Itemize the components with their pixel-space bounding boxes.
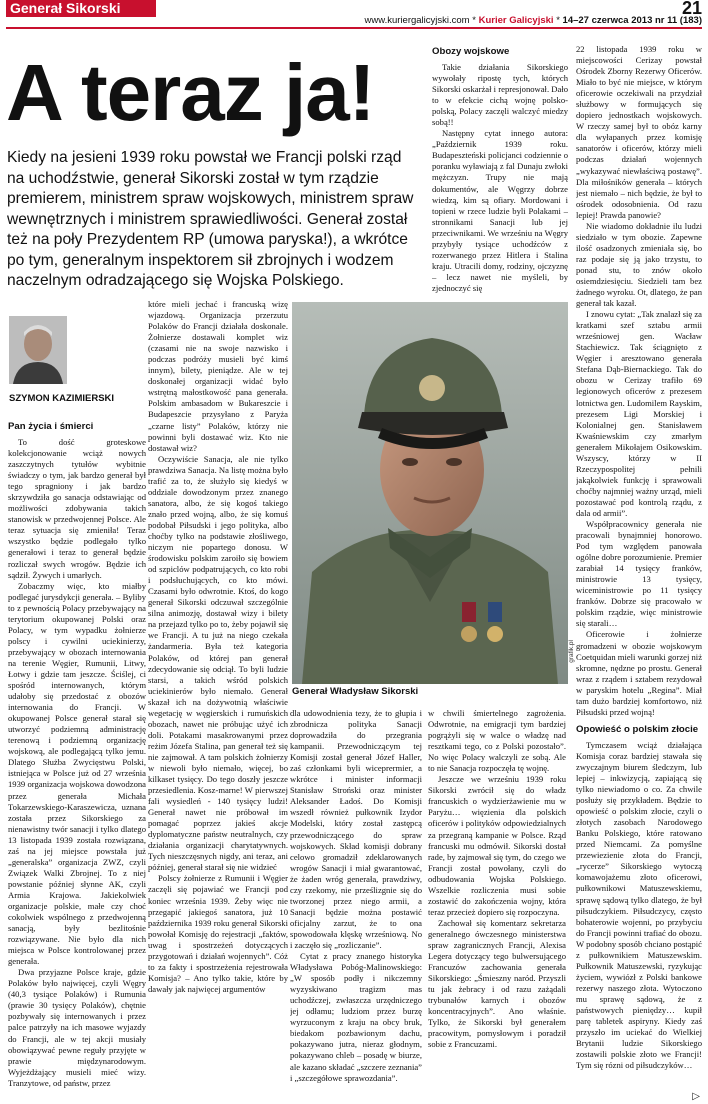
paragraph: Dwa przyjazne Polsce kraje, gdzie Polaków było najwięcej, czyli Węgry (40,3 tysiące Polaków) i Rumunia (prawie 30 tysięcy Polaków), chętnie pozbywały się internowanych i przez palce patrzyły na ich masowe wyjazdy do Francji, ale w tej akcji musiały obowiązywać pewne reguły przyjęte w prawie międzynarodowym. Wyjeżdżający musieli mieć wizy. Tranzytowe, od państw, przez [8,967,146,1088]
text-column-5 [576,44,702,1104]
paragraph: Takie działania Sikorskiego wywołały ripostę tych, których Sikorski oskarżał i represjonował. Dało to w efekcie cichą wojnę polsko-polską, Polacy zaczęli walczyć miedzy sobą!! [432,62,568,128]
issue-info: 14–27 czerwca 2013 nr 11 (183) [562,15,702,26]
paragraph: Nie wiadomo dokładnie ilu ludzi siedziało w tym obozie. Zapewne ilość osadzonych zmieniała się, bo raz podaje się ją jako trzystu, to ponad stu, to znów około osiemdziesięciu. Siedzieli tam bez żadnego wyroku. Ot, dlatego, że pan generał tak kazał. [576,220,702,309]
paragraph: Współpracownicy generała nie pracowali bynajmniej honorowo. Pod tym względem panowała ogólne dobre porozumienie. Premier zarabiał 14 tysięcy franków, ministrowie 13 tysięcy, wiceministrowie po 11 tysięcy franków. Dobrze się pracowało w polskim rządzie, więc ministrowie się starali… [576,519,702,629]
text-column-3 [290,708,422,1104]
paragraph: Cytat z pracy znanego historyka Władysława Pobóg-Malinowskiego: „W sposób podły i nikczemny wyzyskiwano tragizm mas uchodźczej, zwłaszcza urzędniczego jej odłamu; ludziom przez burzę wyrzuconym z kraju na obcy bruk, biedakom pozbawionym dachu, pokazywano jutra, nieraz głodnym, pokazywano chleb – posadę w biurze, ale kazano składać „szczere zeznania” i „szczegółowe sprawozdania”. [290,951,422,1083]
paragraph: dla udowodnienia tezy, że to głupia i zbrodnicza polityka Sanacji doprowadziła do przegrania kampanii. Przewodniczącym tej Komisji został generał Józef Haller, zaś członkami byli wiceprermier, a wkrótce i minister informacji Stanisław Stroński oraz minister Aleksander Ładoś. Do Komisji wszedł również pułkownik Izydor Modelski, który został zastępcą przewodniczącego do spraw wojskowych. Skład komisji dobrany celowo gromadził zdeklarowanych wrogów Sanacji i miał gwarantować, że żaden wróg generała, prawdziwy, czy rzekomy, nie prześlizgnie się do tworzonej przez niego armii, a Sanacji będzie można postawić oficjalny zarzut, że to ona spowodowała klęskę wrześniową. No i zaczęło się „rozliczanie”. [290,708,422,950]
paragraph: 22 listopada 1939 roku w miejscowości Cerizay powstał Ośrodek Zborny Rezerwy Oficerów. Miało to być nie miejsce, w którym oficerowie oczekiwali na przydział służbowy w formujących się dopiero jednostkach wojskowych. W rzeczy samej był to obóz karny dla wyłapanych przez komisję sanatorów i oficerów, którzy mieli podczas działań wojennych „wykazywać niewłaściwą postawę”. Dla miłośników generała – których jest niemało – nich będzie, że był to ośrodek odosobnienia. Od razu lepiej! Prawda panowie? [576,44,702,220]
paragraph: Tymczasem wciąż działająca Komisja coraz bardziej stawała się zwyczajnym biurem śledczym, lub lepiej – inkwizycją, zapiającą się tylko niewiadomo o co. Za chwile posłuży się przykładem. Będzie to opowieść o polskim złocie, czyli o złotych zasobach Narodowego Banku Polskiego, które ratowano przed Niemcami. Za pomyślne przewiezienie złota do Francji, „rycerze” Sikorskiego wytoczą komawojażemu złoto oficerowi, pułkownikowi Matuszewskiemu, sprawę sądową tylko dlatego, że był piłsudczykiem. Piłsudczycy, często bohaterowie wojenni, po przybyciu do Francji powinni trafiać do obozu. W podobny sposób chciano postąpić z pułkownikiem Matuszewskim. Pułkownik Matuszewski, ryzykując życiem, wywiózł z Polski bankowe rezerwy naszego złota. Wytoczono mu sprawę sądową, że z państwowych pieniędzy… kupił parę tabletek aspiryny. Kiedy zaś przyszło im uciekać do Wielkiej Brytanii ludzie Sikorskiego zostawili polskie złoto we Francji! Tym się rózni od piłsudczyków… [576,739,702,1071]
site-url[interactable]: www.kuriergalicyjski.com [364,15,470,26]
masthead [365,15,702,26]
separator: * [553,15,563,26]
text-column-1 [8,419,146,1104]
header-rule [6,27,702,29]
photo-credit: grafik.pl [568,640,575,663]
paragraph: Oczywiście Sanacja, ale nie tylko prawdziwa Sanacja. Na listę można było trafić za to, że służyło się kiedyś w oddziale dowodzonym przez znanego sanatora, albo, że się kogoś takiego znało przed wojną, albo, że się komuś podobał Piłsudski i jego polityka, albo choćby tylko na podstawie złośliwego, niczym nie popartego donosu. W środowisku polskim zaroiło się bowiem od szpiclów podpatrujących, co kto robi i podsłuchujących, co kto mówi. Czasami było odwrotnie. Ktoś, do kogo generał Sikorski odczuwał szczególnie silna animozję, dostawał wizy i bilety na przejazd tylko po to, żeby pojawił się we Francji. A tu już na niego czekała żandarmeria. Była też kategoria Polaków, od której pan generał zdecydowanie się odciął. To byli ludzie starsi, a takich wśród polskich uciekinierów było niemało. Generał skazał ich na dożywotnią właściwie wegetację w węgierskich i rumuńskich obozach, nawet nie próbując użyć ich doli. Potakami masakrowanymi przez reżim Józefa Stalina, pan generał też się nie zajmował. A tam polskich żołnierzy w niewoli było niemało, więcej, bo kilkaset tysięcy. Do tego doszły jeszcze przesiedlenia. Kosz-marne! W pierwszej fali wysiedleń - 140 tysięcy ludzi! Generał nawet nie próbował im pomagać poprzez jakieś akcje dyplomatyczne państw neutralnych, czy działania organizacji charytatywnych. Tych nieszczęsnych nigdy, ani teraz, ani później, generał starał się nie widzieć [148,453,288,873]
section-rubric: Generał Sikorski [6,0,156,17]
continue-arrow-icon: ▷ [692,1091,700,1102]
paragraph: Oficerowie i żołnierze gromadzeni w obozie wojskowym Coetquidan mieli warunki gorzej niż skromne, nędzne po prostu. Generał wraz z rządem i sztabem rezydował w paryskim hotelu „Regina”. Miał tam dużo bardziej komfortowo, niż Piłsudski przed wojną! [576,629,702,717]
subheading: Opowieść o polskim złocie [576,723,699,735]
text-column-2 [148,299,288,1104]
paragraph: Zobaczmy więc, kto miałby podlegać jurysdykcji generała. – Byliby to z pewnością Polacy przebywający na terytorium okupowanej Polski oraz Polacy, w tym wypadku żołnierze polscy i cywilni uciekinierzy, przebywający w obozach internowania na terenie Węgier, Rumunii, Litwy, Łotwy i gdzie tam jeszcze. Ściślej, ci spośród internowanych, którym udałoby się przedostać z obozów internowania do Francji. W okupowanej Polsce generał starał się utworzyć podziemną administrację terenową i podziemną organizację wojskową, ale podlegającą tylko jemu. Dlatego Służba Zwycięstwu Polski, istniejąca w Polsce już od 27 września 1939 organizacja wojskowa dowodzona przez generała Michała Tokarzewskiego-Karaszewicza, uznana została przez Sikorskiego za nienawistny twór sanacji i tylko dlatego 13 listopada 1939 została rozwiązana, zaś na jej miejsce powstała już „generalska” organizacja ZWZ, czyli Związek Walki Zbrojnej. To z niej powstanie później słynne AK, czyli Armia Krajowa. Jakiekolwiek organizacje polskie, małe czy choć cokolwiek wspólnego z przedwojenną sanacją, były bezlitośnie rozwiązywane. Nie było dla nich miejsca w Polsce kontrolowanej przez generała. [8,580,146,967]
paragraph: I znowu cytat: „Tak znalazł się za kratkami szef sztabu armii wrześniowej gen. Wacław Stachiewicz. Tak ściągnięto z Węgier i aresztowano generała Stefana Dąb-Biernackiego. Tak do obozu w Cerizay trafiło 69 legionowych oficerów z prezesem lotnictwa gen. Ludomilem Rayskim, prezesem Ligi Morskiej i Kolonialnej gen. Stanisławem Kwaśniewskim czy zmarłym generałem Mikołajem Osikowskim. Wszyscy, którzy w II Rzeczypospolitej pełnili jakąkolwiek funkcję i sprawowali choćby najmniej ważny urząd, mieli pozostawać pod kontrolą rządu, z dala od armii”. [576,309,702,518]
article-lead: Kiedy na jesieni 1939 roku powstał we Francji polski rząd na uchodźstwie, generał Sikorski został w tym rządzie premierem, ministrem spraw wojskowych, ministrem spraw wewnętrznych i ministrem sprawiedliwości. Generał został też na poły Prezydentem RP (umowa paryska!), a wkrótce po tym, generalnym inspektorem sił zbrojnych i wodzem naczelnym odradzającego się Wojska Polskiego. [7,149,414,289]
photo-caption: Generał Władysław Sikorski [292,686,419,697]
separator: * [469,15,479,26]
paragraph: które mieli jechać i francuską wizę wjazdową. Organizacja przerzutu Polaków do Francji działała doskonale. Żołnierze dostawali komplet wiz (czasami nie na swoje nazwisko i podczas podróży musieli być kimś innym), bilety, pieniądze. Ale w tej doskonałej organizacji widać było wstrętną małostkowość pana generała. Polskim ambasadom w Bukareszcie i Budapeszcie przysyłano z Paryża „czarne listy” Polaków, którzy nie powinni byli dostawać wiz. Kto nie dostawał wiz? [148,299,288,453]
text-column-4 [428,708,566,1104]
subheading: Obozy wojskowe [432,46,510,57]
general-portrait [292,302,568,684]
text-column-4-top [432,44,568,302]
paragraph: w chwili śmiertelnego zagrożenia. Odwrotnie, na emigracji tym bardziej pogrążyli się w walce o władzę nad resztkami tego, co z Polski pozostało”. No więc Polacy walczyli ze sobą. Ale to nie Sanacja rozpoczęła tę wojnę. [428,708,566,774]
paragraph: Jeszcze we wrześniu 1939 roku Sikorski zwrócił się do władz francuskich o wydzierżawienie mu w Paryżu… więzienia dla polskich oficerów i polityków odpowiedzialnych za przegraną kampanie w Polsce. Rząd francuski mu odmówił. Sikorski dostał rade, by zajmował się tym, do czego we Francji został powołany, czyli do odbudowania Wojska Polskiego. Wszelkie rozliczenia musi sobie zostawić do zakończenia wojny, która teraz przecież dopiero się rozpoczyna. [428,774,566,917]
paragraph: Polscy żołnierze z Rumunii i Węgier zaczęli się pojawiać we Francji pod koniec września 1939. Żeby więc nie przegapić jakiegoś sanatora, już 10 października 1939 roku generał Sikorski powołał Komisję do rejestracji „faktów, uwag i spostrzeżeń dotyczących przygotowań i działań wojennych”. Cóż to za fakty i spostrzeżenia rejestrowała Komisja? – Ano tylko takie, które by dawały jak najwięcej argumentów [148,873,288,994]
paragraph: Zachował się komentarz sekretarza generalnego ówczesnego ministerstwa spraw zagranicznych Francji, Alexisa Legera dotyczący tego bulwersującego Francuzów zachowania generała Sikorskiego: „Śmieszny naród. Przyszli tu jak żebracy i od razu zażądali trybunałów karnych i obozów koncentracyjnych”. Ano właśnie. Tylko, że Sikorski był generałem pracowitym, pomysłowym i poradził sobie z Francuzami. [428,917,566,1050]
paragraph: Następny cytat innego autora: „Październik 1939 roku. Budapeszteński policjanci codziennie o poranku wyławiają z fal Dunaju zwłoki mężczyzn. Trupy nie mają dokumentów, ale Węgrzy dobrze wiedzą, kim są ofiary. Mordowani i topieni w rzece ludzie byli Polakami – stronnikami Sanacji lub jej przeciwnikami. We wrześniu na Węgry przybyły tysiące uchodźców z rozerwanego przez Hitlera i Stalina kraju. Utracili domy, rodziny, ojczyznę – lecz nawet nie myśleli, by zjednoczyć się [432,128,568,293]
article-title: A teraz ja! [6,48,375,137]
author-photo [9,316,67,384]
author-name: SZYMON KAZIMIERSKI [9,393,115,404]
paragraph: To dość groteskowe kolekcjonowanie wciąż nowych zaszczytnych tytułów wybitnie świadczy o tym, jak bardzo generał był tego spragniony i jak bardzo skrzywdziła go sanacja odstawiając od możliwości zdobywania takich stanowisk w przedwojennej Polsce. Ale teraz sytuacja się zmieniła! Teraz wszystko będzie podlegało tylko generałowi i teraz to generał będzie rozliczał swych wrogów. Będzie ich sądził. Żywych i umarłych. [8,437,146,580]
subheading: Pan życia i śmierci [8,421,94,432]
page-number: 21 [681,0,702,18]
paper-name: Kurier Galicyjski [478,15,554,26]
